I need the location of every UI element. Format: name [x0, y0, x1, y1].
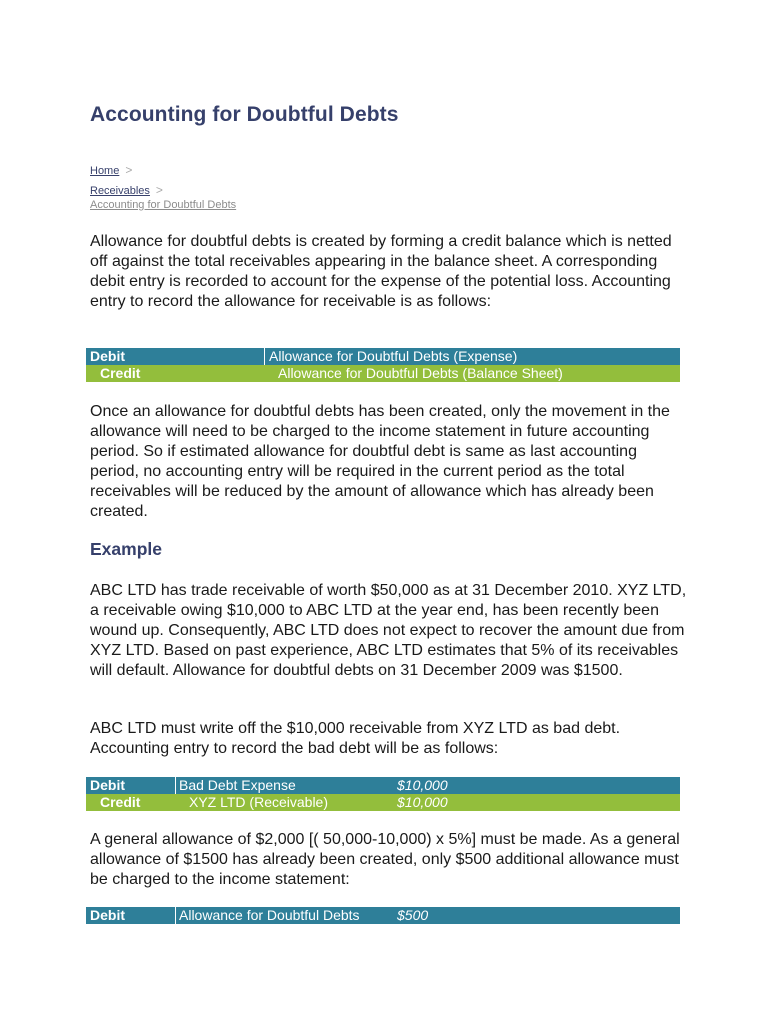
example-heading: Example — [90, 539, 162, 559]
breadcrumb-separator: > — [155, 183, 163, 197]
credit-row — [86, 365, 680, 382]
breadcrumb-home-link[interactable]: Home — [90, 165, 120, 177]
breadcrumb-receivables — [90, 183, 163, 198]
credit-account: XYZ LTD (Receivable) — [189, 794, 329, 810]
debit-amount: $10,000 — [397, 777, 448, 793]
debit-label: Debit — [90, 348, 125, 364]
breadcrumb-separator: > — [125, 163, 133, 177]
movement-paragraph: Once an allowance for doubtful debts has been created, only the movement in the allowance will need to be charged to the income statement in future accounting period. So if estimated allowance for doubtful debt is same as last accounting period, no accounting entry will be required in the current period as the total receivables will be reduced by the amount of allowance which has already been created. — [90, 403, 670, 520]
debit-row — [86, 907, 680, 924]
debit-label: Debit — [90, 777, 125, 793]
debit-row — [86, 348, 680, 365]
debit-label: Debit — [90, 907, 125, 923]
credit-account: Allowance for Doubtful Debts (Balance Sheet) — [278, 365, 563, 381]
column-divider — [264, 348, 265, 365]
general-allowance-paragraph: A general allowance of $2,000 [( 50,000-10,000) x 5%] must be made. As a general allowance of $1500 has already been created, only $500 additional allowance must be charged to the income statement: — [90, 831, 680, 888]
breadcrumb-current[interactable]: Accounting for Doubtful Debts — [90, 199, 237, 211]
credit-label: Credit — [100, 794, 141, 810]
credit-amount: $10,000 — [397, 794, 448, 810]
debit-account: Bad Debt Expense — [179, 777, 296, 793]
column-divider — [175, 907, 176, 924]
journal-entry-allowance — [86, 348, 680, 382]
debit-account: Allowance for Doubtful Debts (Expense) — [269, 348, 518, 364]
debit-amount: $500 — [397, 907, 429, 923]
debit-account: Allowance for Doubtful Debts — [179, 907, 360, 923]
credit-label: Credit — [100, 365, 141, 381]
example-paragraph: ABC LTD has trade receivable of worth $50,000 as at 31 December 2010. XYZ LTD, a receivable owing $10,000 to ABC LTD at the year end, has been recently been wound up. Consequently, ABC LTD does not expect to recover the amount due from XYZ LTD. Based on past experience, ABC LTD estimates that 5% of its receivables will default. Allowance for doubtful debts on 31 December 2009 was $1500. — [90, 582, 687, 679]
bad-debt-paragraph: ABC LTD must write off the $10,000 receivable from XYZ LTD as bad debt. Accounting entry to record the bad debt will be as follows: — [90, 720, 621, 757]
debit-row — [86, 777, 680, 794]
breadcrumb-receivables-link[interactable]: Receivables — [90, 185, 150, 197]
page-title: Accounting for Doubtful Debts — [90, 103, 399, 126]
column-divider — [175, 777, 176, 794]
credit-row — [86, 794, 680, 811]
journal-entry-bad-debt — [86, 777, 680, 811]
journal-entry-general-allowance — [86, 907, 680, 924]
breadcrumb-home — [90, 163, 132, 178]
intro-paragraph: Allowance for doubtful debts is created by forming a credit balance which is netted off against the total receivables appearing in the balance sheet. A corresponding debit entry is recorded to account for the expense of the potential loss. Accounting entry to record the allowance for receivable is as follows: — [90, 233, 672, 310]
